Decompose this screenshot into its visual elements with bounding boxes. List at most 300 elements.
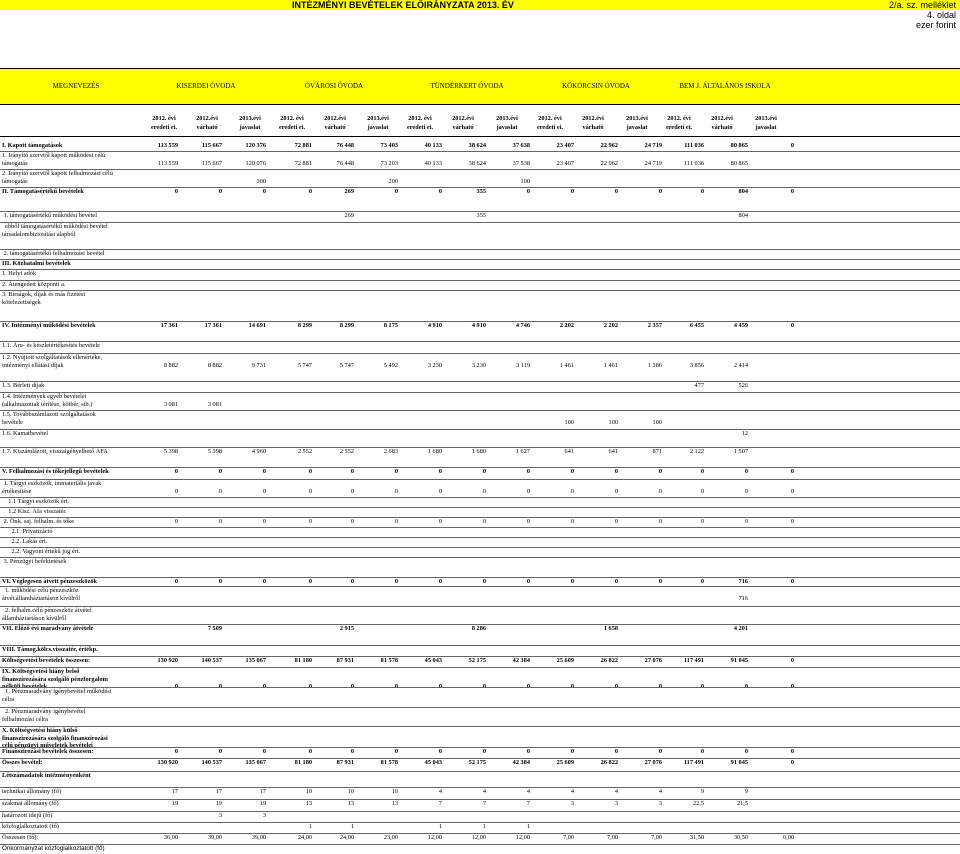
row-value-col-5: 0 — [394, 487, 398, 495]
row-value-col-13: 4 201 — [733, 625, 748, 632]
row-label: II. Támogatásértékű bevételek — [2, 188, 84, 195]
row-value-col-9: 0 — [570, 748, 574, 755]
row-value-col-10: 0 — [614, 578, 618, 585]
row-value-col-8: 0 — [526, 578, 530, 585]
row-label: Összes bevétel: — [2, 759, 43, 766]
row-label: VI. Véglegesen átvett pénzeszközök — [2, 578, 98, 585]
row-value-col-11: 100 — [652, 418, 662, 426]
row-value-col-8: 37 538 — [512, 159, 530, 167]
row-label: 1. Tárgyi eszközök, immateriális javak értékesítése — [2, 480, 102, 495]
sub-header-0: 2012. évi eredeti ei. — [150, 115, 178, 131]
row-value-col-13: 91 045 — [730, 657, 748, 664]
row-value-col-0: 0 — [174, 468, 178, 475]
row-value-col-10: 26 822 — [600, 657, 618, 664]
row-value-col-6: 4 — [438, 788, 442, 795]
sub-header-2: 2013.évi javaslat — [239, 115, 261, 131]
row-label: IV. Intézményi működési bevételek — [2, 322, 96, 329]
row-label: VII. Előző évi maradvány átvétele — [2, 625, 94, 632]
row-value-col-10: 0 — [614, 468, 618, 475]
row-label: 2.1. Privatizáció — [2, 528, 53, 535]
row-value-col-14: 0 — [790, 759, 794, 766]
row-value-col-1: 0 — [218, 468, 222, 475]
sub-header-7: 2012.évi várható — [452, 115, 474, 131]
row-value-col-2: 4 960 — [251, 448, 266, 455]
row-label: I. Kapott támogatások — [2, 142, 63, 149]
row-value-col-5: 81 578 — [380, 759, 398, 766]
row-label: 2. Pénzmaradvány igénybevétel felhalmozási célra — [2, 708, 86, 723]
row-value-col-13: 80 865 — [730, 159, 748, 167]
row-value-col-9: 0 — [570, 468, 574, 475]
row-value-col-1: 115 667 — [201, 142, 222, 149]
row-value-col-2: 300 — [256, 177, 266, 185]
row-value-col-3: 81 180 — [294, 759, 312, 766]
row-value-col-3: 24,00 — [297, 834, 312, 841]
row-value-col-4: 76 448 — [336, 159, 354, 167]
row-value-col-7: 0 — [482, 487, 486, 495]
row-value-col-12: 6 455 — [689, 322, 704, 329]
row-value-col-9: 0 — [570, 683, 574, 690]
row-label: 1. Helyi adók — [2, 270, 37, 277]
row-label: 1.7. Kiszámlázott, visszaigényelhető ÁFA — [2, 448, 108, 455]
row-value-col-4: 0 — [350, 487, 354, 495]
row-value-col-7: 8 286 — [471, 625, 486, 632]
row-label: 2. felhalm.célú pénzeszköz átvétel államháztartáson kívülről — [2, 607, 92, 622]
row-value-col-14: 0 — [790, 518, 794, 525]
row-value-col-0: 130 920 — [157, 759, 178, 766]
row-value-col-7: 0 — [482, 578, 486, 585]
row-value-col-5: 200 — [388, 177, 398, 185]
row-value-col-3: 72 881 — [294, 142, 312, 149]
row-label: III. Közhatalmi bevételek — [2, 260, 71, 267]
row-value-col-2: 0 — [262, 468, 266, 475]
row-label: 1.1. Áru- és készletértékesítés bevétele — [2, 342, 100, 349]
row-value-col-13: 80 865 — [730, 142, 748, 149]
row-value-col-1: 8 882 — [207, 361, 222, 369]
row-value-col-6: 0 — [438, 468, 442, 475]
row-value-col-12: 111 036 — [684, 142, 704, 149]
row-label: 1.2. Nyújtott szolgáltatások ellenértéke, intézményi ellátási díjak — [2, 354, 103, 369]
row-value-col-4: 269 — [344, 188, 354, 195]
column-group-ovarosi: ÓVÁROSI ÓVODA — [304, 82, 364, 90]
row-value-col-4: 87 931 — [336, 657, 354, 664]
row-value-col-13: 12 — [741, 430, 748, 437]
row-value-col-6: 0 — [438, 518, 442, 525]
row-value-col-0: 17 361 — [160, 322, 178, 329]
row-value-col-7: 0 — [482, 683, 486, 690]
row-value-col-1: 3 081 — [207, 400, 222, 408]
column-group-kokorcsin: KÖKÖRCSIN ÓVODA — [562, 82, 630, 90]
row-label: 1.4. Intézmények egyéb bevételei (alkalmazottak térítése, kötbér, stb.) — [2, 393, 93, 408]
row-value-col-5: 13 — [391, 800, 398, 807]
row-value-col-6: 3 230 — [427, 361, 442, 369]
row-value-col-1: 19 — [215, 800, 222, 807]
row-value-col-4: 13 — [347, 800, 354, 807]
row-value-col-6: 1 — [438, 823, 442, 830]
row-value-col-11: 3 — [658, 800, 662, 807]
row-value-col-7: 38 624 — [468, 142, 486, 149]
row-value-col-10: 26 822 — [600, 759, 618, 766]
page-number: 4. oldal — [926, 10, 956, 20]
row-value-col-12: 0 — [700, 683, 704, 690]
row-value-col-9: 641 — [564, 448, 574, 455]
sub-header-10: 2012.évi várható — [582, 115, 604, 131]
row-value-col-6: 12,00 — [427, 834, 442, 841]
row-value-col-11: 2 357 — [647, 322, 662, 329]
row-value-col-11: 24 719 — [644, 159, 662, 167]
row-value-col-8: 0 — [526, 518, 530, 525]
row-value-col-0: 0 — [174, 683, 178, 690]
row-value-col-1: 3 — [218, 812, 222, 819]
row-value-col-6: 45 043 — [424, 759, 442, 766]
header-rule-top — [0, 68, 960, 69]
row-value-col-7: 0 — [482, 518, 486, 525]
row-value-col-7: 0 — [482, 748, 486, 755]
row-value-col-11: 0 — [658, 487, 662, 495]
row-value-col-2: 14 691 — [248, 322, 266, 329]
unit-label: ezer forint — [915, 20, 956, 30]
row-value-col-13: 716 — [738, 578, 748, 585]
row-value-col-6: 7 — [438, 800, 442, 807]
row-value-col-7: 355 — [476, 212, 486, 219]
row-value-col-6: 0 — [438, 188, 442, 195]
row-value-col-11: 0 — [658, 578, 662, 585]
row-value-col-7: 1 680 — [471, 448, 486, 455]
row-value-col-11: 24 719 — [644, 142, 662, 149]
row-value-col-7: 3 230 — [471, 361, 486, 369]
row-value-col-12: 9 — [700, 788, 704, 795]
row-value-col-12: 0 — [700, 748, 704, 755]
row-value-col-14: 0 — [790, 142, 794, 149]
sub-header-12: 2012. évi eredeti ei. — [665, 115, 693, 131]
row-value-col-3: 10 — [305, 788, 312, 795]
row-value-col-11: 0 — [658, 468, 662, 475]
row-value-col-8: 42 384 — [512, 657, 530, 664]
row-value-col-2: 0 — [262, 578, 266, 585]
row-value-col-3: 81 180 — [294, 657, 312, 664]
row-value-col-5: 10 — [391, 788, 398, 795]
row-value-col-4: 8 299 — [339, 322, 354, 329]
row-value-col-12: 0 — [700, 518, 704, 525]
row-label: IX. Költségvetési hiány belső finanszírozására szolgáló pénzforgalom nélküli bevételek — [2, 668, 108, 690]
row-value-col-12: 111 036 — [684, 159, 704, 167]
row-label: V. Felhalmozási és tőkejellegű bevételek — [2, 468, 109, 475]
row-value-col-0: 8 882 — [163, 361, 178, 369]
row-label: 1. támogatásértékű működési bevétel — [2, 212, 97, 219]
row-label: 1. Irányító szervtől kapott működési célú támogatás — [2, 152, 106, 167]
row-value-col-13: 0 — [744, 518, 748, 525]
row-value-col-3: 0 — [308, 487, 312, 495]
row-value-col-13: 9 — [744, 788, 748, 795]
row-value-col-9: 4 — [570, 788, 574, 795]
column-header-megnevezes: MEGNEVEZÉS — [52, 82, 100, 90]
row-value-col-2: 17 — [259, 788, 266, 795]
row-value-col-1: 0 — [218, 487, 222, 495]
row-value-col-0: 5 398 — [163, 448, 178, 455]
row-label: 2. Átengedett központi a. — [2, 281, 66, 288]
row-value-col-10: 3 — [614, 800, 618, 807]
row-value-col-13: 1 507 — [733, 448, 748, 455]
row-value-col-5: 81 578 — [380, 657, 398, 664]
row-value-col-7: 1 — [482, 823, 486, 830]
row-value-col-2: 0 — [262, 487, 266, 495]
row-value-col-7: 4 — [482, 788, 486, 795]
row-value-col-11: 27 076 — [644, 759, 662, 766]
row-value-col-3: 1 — [308, 823, 312, 830]
row-value-col-0: 0 — [174, 748, 178, 755]
row-label: 1.3. Bérleti díjak — [2, 382, 45, 389]
row-value-col-10: 0 — [614, 487, 618, 495]
row-value-col-8: 42 384 — [512, 759, 530, 766]
row-value-col-8: 12,00 — [515, 834, 530, 841]
row-value-col-7: 4 910 — [471, 322, 486, 329]
row-value-col-12: 117 491 — [683, 657, 704, 664]
column-group-tunderkert: TÜNDÉRKERT ÓVODA — [430, 82, 504, 90]
row-value-col-14: 0,00 — [782, 834, 794, 841]
row-value-col-3: 0 — [308, 748, 312, 755]
row-value-col-9: 2 202 — [559, 322, 574, 329]
row-label: 1. Pénzmaradvány igénybevétel működési célra — [2, 688, 112, 703]
row-value-col-10: 0 — [614, 188, 618, 195]
row-value-col-11: 871 — [652, 448, 662, 455]
column-group-kiserdei: KISERDEI ÓVODA — [176, 82, 236, 90]
row-label: 2.2. Vagyoni értékű jog ért. — [2, 548, 81, 555]
row-value-col-6: 0 — [438, 683, 442, 690]
row-value-col-12: 0 — [700, 188, 704, 195]
row-value-col-9: 0 — [570, 487, 574, 495]
row-value-col-0: 17 — [171, 788, 178, 795]
row-label: 3. Bírságok, díjak és más fizetési kötelezettségek — [2, 291, 86, 306]
row-value-col-11: 27 076 — [644, 657, 662, 664]
row-separator — [0, 844, 960, 845]
row-value-col-10: 2 202 — [603, 322, 618, 329]
row-value-col-2: 39,00 — [251, 834, 266, 841]
row-value-col-8: 0 — [526, 487, 530, 495]
footer-note: Önkormányzat közfoglalkoztatott (fő) — [2, 845, 105, 852]
sub-header-rule — [0, 136, 960, 137]
row-value-col-1: 0 — [218, 518, 222, 525]
row-value-col-4: 1 — [350, 823, 354, 830]
row-value-col-11: 0 — [658, 188, 662, 195]
row-value-col-12: 2 122 — [689, 448, 704, 455]
row-label: VIII. Támog.kölcs.visszatér, értékp. — [2, 646, 98, 653]
row-value-col-14: 0 — [790, 683, 794, 690]
row-value-col-4: 2 915 — [339, 625, 354, 632]
row-value-col-13: 804 — [738, 212, 748, 219]
row-value-col-0: 0 — [174, 487, 178, 495]
row-value-col-8: 7 — [526, 800, 530, 807]
row-value-col-2: 135 067 — [245, 759, 266, 766]
column-group-bem-iskola: BEM J. ÁLTALÁNOS ISKOLA — [679, 82, 771, 90]
row-label: 2. támogatásértékű felhalmozási bevétel — [2, 250, 105, 257]
row-value-col-10: 641 — [608, 448, 618, 455]
row-value-col-10: 0 — [614, 518, 618, 525]
sub-header-1: 2012.évi várható — [196, 115, 218, 131]
sub-header-5: 2013.évi javaslat — [367, 115, 389, 131]
row-value-col-1: 17 361 — [204, 322, 222, 329]
row-value-col-14: 0 — [790, 657, 794, 664]
row-value-col-5: 2 683 — [383, 448, 398, 455]
row-value-col-13: 91 045 — [730, 759, 748, 766]
row-value-col-2: 3 — [262, 812, 266, 819]
row-value-col-8: 0 — [526, 468, 530, 475]
sub-header-3: 2012. évi eredeti ei. — [278, 115, 306, 131]
sub-header-14: 2013.évi javaslat — [755, 115, 777, 131]
row-label: 3. Pénzügyi befektetések — [2, 558, 67, 565]
row-label: közfoglalkoztatott (fő) — [2, 823, 59, 830]
row-label: Összesen (fő): — [2, 834, 39, 841]
row-value-col-11: 4 — [658, 788, 662, 795]
row-label: 1.2 Kisz. Áfa visszatér. — [2, 508, 67, 515]
row-value-col-9: 25 609 — [556, 759, 574, 766]
header-rule-bottom — [0, 104, 960, 105]
page-title: INTÉZMÉNYI BEVÉTELEK ELŐIRÁNYZATA 2013. ÉV — [292, 0, 514, 10]
row-value-col-9: 1 461 — [559, 361, 574, 369]
row-value-col-4: 76 448 — [336, 142, 354, 149]
row-value-col-13: 804 — [738, 188, 748, 195]
row-value-col-4: 87 931 — [336, 759, 354, 766]
row-value-col-10: 0 — [614, 748, 618, 755]
row-value-col-7: 38 624 — [468, 159, 486, 167]
row-value-col-1: 115 667 — [201, 159, 222, 167]
row-value-col-13: 30,50 — [733, 834, 748, 841]
sub-header-6: 2012. évi eredeti ei. — [406, 115, 434, 131]
row-value-col-5: 8 175 — [383, 322, 398, 329]
row-value-col-12: 22,5 — [692, 800, 704, 807]
row-value-col-5: 0 — [394, 518, 398, 525]
row-value-col-3: 5 747 — [297, 361, 312, 369]
sub-header-11: 2013.évi javaslat — [626, 115, 648, 131]
row-value-col-13: 2 414 — [733, 361, 748, 369]
row-value-col-0: 130 920 — [157, 657, 178, 664]
row-value-col-5: 0 — [394, 578, 398, 585]
row-value-col-13: 4 459 — [733, 322, 748, 329]
row-value-col-12: 3 856 — [689, 361, 704, 369]
row-value-col-6: 40 133 — [424, 142, 442, 149]
row-label: Finanszírozási bevételek összesen: — [2, 748, 94, 755]
row-value-col-2: 0 — [262, 518, 266, 525]
row-value-col-8: 4 — [526, 788, 530, 795]
row-value-col-1: 17 — [215, 788, 222, 795]
row-value-col-9: 23 407 — [556, 159, 574, 167]
row-label: 2. Önk. saj. felhalm. és tőke — [2, 518, 75, 525]
annex-number: 2/a. sz. melléklet — [888, 0, 956, 10]
row-value-col-2: 120 076 — [245, 159, 266, 167]
row-value-col-4: 0 — [350, 683, 354, 690]
row-value-col-2: 9 731 — [251, 361, 266, 369]
row-value-col-8: 37 638 — [512, 142, 530, 149]
sub-header-4: 2012.évi várható — [324, 115, 346, 131]
row-value-col-1: 39,00 — [207, 834, 222, 841]
row-value-col-13: 0 — [744, 468, 748, 475]
row-value-col-2: 19 — [259, 800, 266, 807]
row-value-col-4: 269 — [344, 212, 354, 219]
row-value-col-10: 0 — [614, 683, 618, 690]
row-value-col-3: 8 299 — [297, 322, 312, 329]
row-value-col-8: 1 627 — [515, 448, 530, 455]
sub-header-8: 2013.évi javaslat — [496, 115, 518, 131]
row-value-col-3: 72 881 — [294, 159, 312, 167]
row-value-col-6: 45 043 — [424, 657, 442, 664]
row-value-col-10: 4 — [614, 788, 618, 795]
sub-header-13: 2012.évi várható — [711, 115, 733, 131]
row-value-col-3: 0 — [308, 518, 312, 525]
row-value-col-11: 0 — [658, 518, 662, 525]
row-value-col-9: 0 — [570, 578, 574, 585]
row-value-col-12: 31,50 — [689, 834, 704, 841]
row-value-col-10: 1 461 — [603, 361, 618, 369]
row-value-col-5: 0 — [394, 188, 398, 195]
row-label: 1.1 Tárgyi eszközök ért. — [2, 498, 70, 505]
row-value-col-10: 22 962 — [600, 142, 618, 149]
row-value-col-0: 19 — [171, 800, 178, 807]
row-label: ebből támogatásértékű működési bevétel társadalombiztosítási alapból — [2, 223, 108, 238]
row-value-col-2: 0 — [262, 748, 266, 755]
row-value-col-6: 1 680 — [427, 448, 442, 455]
row-value-col-0: 113 559 — [157, 159, 178, 167]
row-value-col-8: 0 — [526, 188, 530, 195]
row-value-col-8: 1 — [526, 823, 530, 830]
row-value-col-4: 5 747 — [339, 361, 354, 369]
row-value-col-8: 0 — [526, 683, 530, 690]
row-value-col-13: 0 — [744, 748, 748, 755]
row-value-col-1: 7 509 — [207, 625, 222, 632]
row-label: határozott idejű (fő) — [2, 812, 53, 819]
row-value-col-13: 716 — [738, 594, 748, 602]
row-value-col-3: 2 552 — [297, 448, 312, 455]
row-value-col-14: 0 — [790, 468, 794, 475]
row-value-col-7: 52 175 — [468, 759, 486, 766]
row-label: 1.5. Továbbszámlázott szolgáltatások bevétele — [2, 411, 96, 426]
row-value-col-5: 0 — [394, 468, 398, 475]
row-value-col-5: 73 403 — [380, 142, 398, 149]
row-value-col-9: 0 — [570, 188, 574, 195]
row-value-col-6: 40 133 — [424, 159, 442, 167]
row-value-col-14: 0 — [790, 322, 794, 329]
row-value-col-13: 0 — [744, 487, 748, 495]
row-value-col-10: 100 — [608, 418, 618, 426]
row-value-col-9: 3 — [570, 800, 574, 807]
row-value-col-4: 0 — [350, 578, 354, 585]
row-value-col-7: 355 — [476, 188, 486, 195]
row-value-col-0: 36,00 — [163, 834, 178, 841]
row-value-col-4: 2 552 — [339, 448, 354, 455]
row-value-col-1: 0 — [218, 748, 222, 755]
row-label: technikai állomány (fő) — [2, 788, 62, 795]
row-value-col-12: 0 — [700, 487, 704, 495]
row-value-col-7: 52 175 — [468, 657, 486, 664]
annex-reference — [889, 0, 956, 30]
row-value-col-2: 0 — [262, 188, 266, 195]
row-value-col-2: 120 376 — [245, 142, 266, 149]
row-value-col-1: 0 — [218, 578, 222, 585]
row-value-col-6: 0 — [438, 578, 442, 585]
row-value-col-8: 100 — [520, 177, 530, 185]
row-value-col-8: 4 746 — [515, 322, 530, 329]
row-value-col-5: 5 492 — [383, 361, 398, 369]
row-value-col-7: 12,00 — [471, 834, 486, 841]
row-value-col-0: 0 — [174, 578, 178, 585]
row-value-col-9: 25 609 — [556, 657, 574, 664]
row-label: 2. Irányító szervtől kapott felhalmozási célú támogatás — [2, 170, 113, 185]
row-value-col-4: 0 — [350, 468, 354, 475]
row-value-col-5: 0 — [394, 683, 398, 690]
row-value-col-5: 0 — [394, 748, 398, 755]
row-value-col-2: 135 067 — [245, 657, 266, 664]
row-value-col-9: 100 — [564, 418, 574, 426]
row-value-col-12: 0 — [700, 578, 704, 585]
row-value-col-4: 0 — [350, 748, 354, 755]
row-value-col-10: 1 658 — [603, 625, 618, 632]
